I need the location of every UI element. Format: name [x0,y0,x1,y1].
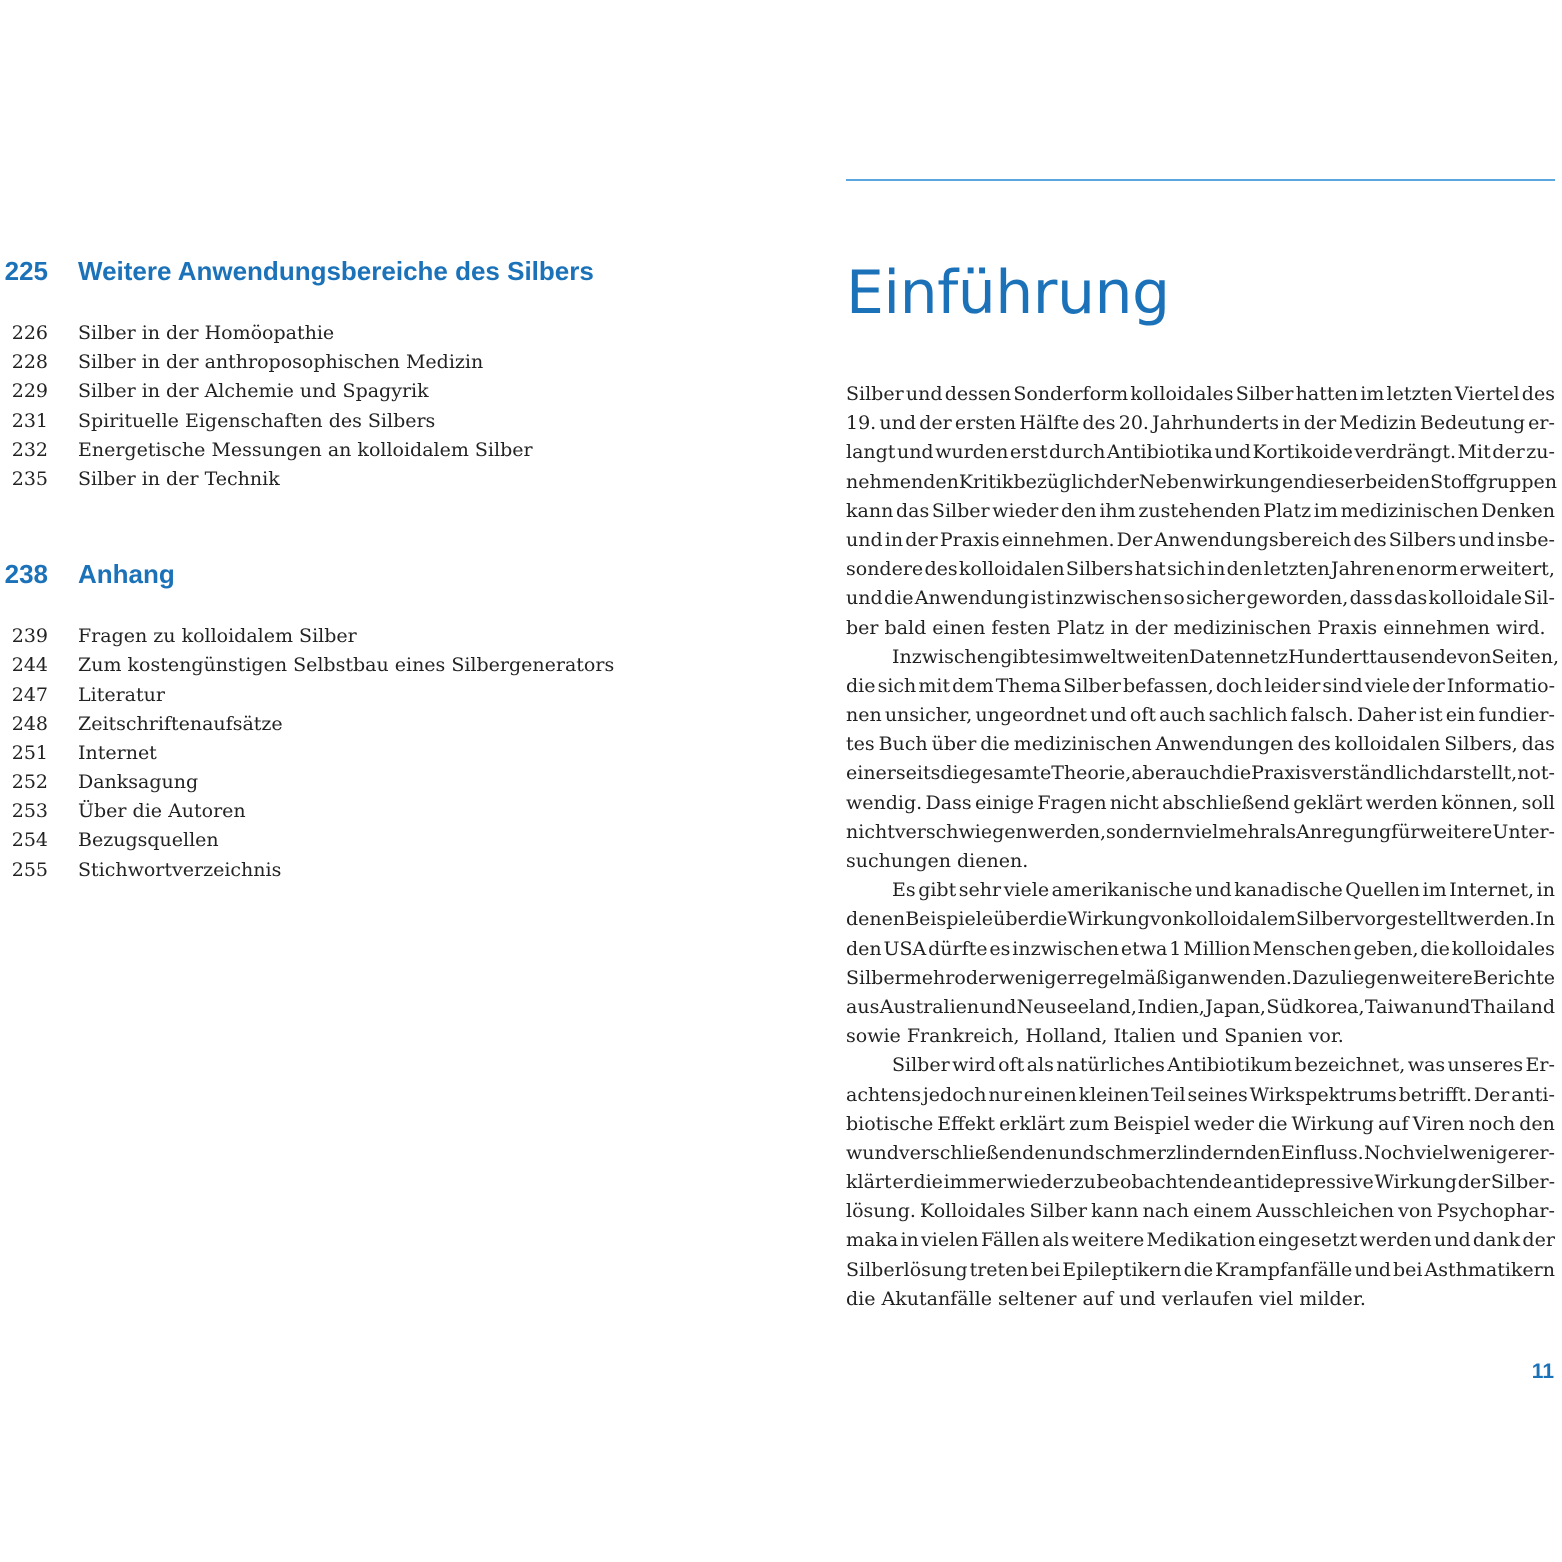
toc-item-title: Silber in der Homöopathie [78,322,335,344]
paragraph-line: biotische Effekt erklärt zum Beispiel weder die Wirkung auf Viren noch den [846,1112,1555,1135]
toc-item-page-number: 226 [11,322,48,344]
toc-item[interactable] [0,800,800,829]
toc-item-title: Bezugsquellen [78,829,219,852]
paragraph-line: Inzwischen gibt es im weltweiten Datennetz Hunderttausende von Seiten, [892,645,1560,668]
paragraph-line: langt und wurden erst durch Antibiotika und Kortikoide verdrängt. Mit der zu- [846,441,1555,464]
toc-item-title: Energetische Messungen an kolloidalem Silber [78,438,533,461]
toc-item[interactable] [0,380,800,409]
paragraph-line: Silber wird oft als natürliches Antibiotikum bezeichnet, was unseres Er- [892,1054,1555,1077]
toc-item[interactable] [0,713,800,742]
toc-section-page-number: 238 [4,559,48,590]
chapter-title: Einführung [846,258,1170,328]
toc-item[interactable] [0,439,800,468]
paragraph-line: die sich mit dem Thema Silber befassen, doch leider sind viele der Informatio- [846,674,1555,697]
toc-item-page-number: 252 [11,771,48,794]
toc-item-title: Silber in der Technik [78,467,280,490]
paragraph-line: lösung. Kolloidales Silber kann nach einem Ausschleichen von Psychophar- [846,1200,1555,1223]
toc-item[interactable] [0,742,800,771]
toc-item-title: Spirituelle Eigenschaften des Silbers [78,409,436,432]
toc-item[interactable] [0,468,800,497]
toc-item[interactable] [0,351,800,380]
toc-item-page-number: 255 [11,858,48,881]
toc-item-page-number: 232 [11,438,48,461]
paragraph-line: nen unsicher, ungeordnet und oft auch sachlich falsch. Daher ist ein fundier- [846,704,1555,727]
toc-item-page-number: 228 [11,351,48,374]
paragraph-line: 19. und der ersten Hälfte des 20. Jahrhunderts in der Medizin Bedeutung er- [846,412,1555,435]
paragraph-line: denen Beispiele über die Wirkung von kolloidalem Silber vorgestellt werden. In [846,908,1555,931]
toc-item-title: Über die Autoren [78,800,246,823]
toc-item-title: Zeitschriftenaufsätze [78,712,283,735]
header-rule [846,179,1555,181]
toc-item-page-number: 244 [11,654,48,677]
page-number: 11 [1531,1360,1554,1383]
table-of-contents [0,256,800,888]
paragraph-line: und in der Praxis einnehmen. Der Anwendungsbereich des Silbers und insbe- [846,528,1555,551]
toc-section [0,256,800,497]
toc-item[interactable] [0,684,800,713]
paragraph-line: Silberlösung treten bei Epileptikern die Krampfanfälle und bei Asthmatikern [846,1258,1555,1281]
paragraph-line: sowie Frankreich, Holland, Italien und Spanien vor. [846,1025,1344,1048]
toc-item-title: Internet [78,741,157,764]
toc-item-list [0,625,800,888]
paragraph-line: Es gibt sehr viele amerikanische und kanadische Quellen im Internet, in [892,879,1555,902]
toc-section-page-number: 225 [4,256,48,286]
paragraph-line: nehmenden Kritik bezüglich der Nebenwirkungen dieser beiden Stoffgruppen [846,470,1557,493]
toc-item[interactable] [0,654,800,683]
toc-item-page-number: 247 [11,683,48,706]
toc-item-page-number: 248 [11,712,48,735]
paragraph-line: sondere des kolloidalen Silbers hat sich in den letzten Jahren enorm erweitert, [846,558,1555,581]
toc-item-page-number: 239 [11,625,48,648]
toc-item-page-number: 231 [11,409,48,432]
paragraph-line: einerseits die gesamte Theorie, aber auch die Praxis verständlich darstellt, not- [846,762,1555,785]
toc-item-title: Stichwortverzeichnis [78,858,282,881]
toc-item[interactable] [0,859,800,888]
paragraph-line: Silber mehr oder weniger regelmäßig anwenden. Dazu liegen weitere Berichte [846,966,1555,989]
toc-item-page-number: 229 [11,380,48,403]
toc-item-title: Literatur [78,683,165,706]
toc-section-heading[interactable] [0,559,800,599]
paragraph-line: die Akutanfälle seltener auf und verlaufen viel milder. [846,1287,1366,1310]
toc-item-page-number: 254 [11,829,48,852]
toc-item-title: Danksagung [78,771,199,794]
paragraph-line: klärt er die immer wieder zu beobachtende antidepressive Wirkung der Silber- [846,1171,1555,1194]
toc-item-title: Zum kostengünstigen Selbstbau eines Silbergenerators [78,654,615,677]
chapter-body [846,380,1560,1314]
toc-item-title: Fragen zu kolloidalem Silber [78,625,357,648]
toc-item-title: Silber in der anthroposophischen Medizin [78,351,484,374]
toc-gap [0,497,800,559]
toc-section [0,559,800,888]
paragraph-line: tes Buch über die medizinischen Anwendungen des kolloidalen Silbers, das [846,733,1555,756]
toc-item[interactable] [0,771,800,800]
toc-item-page-number: 253 [11,800,48,823]
paragraph-line: kann das Silber wieder den ihm zustehenden Platz im medizinischen Denken [846,499,1555,522]
paragraph-line: wendig. Dass einige Fragen nicht abschließend geklärt werden können, soll [846,791,1555,814]
toc-item-page-number: 235 [11,467,48,490]
paragraph-line: maka in vielen Fällen als weitere Medikation eingesetzt werden und dank der [846,1229,1555,1252]
toc-item[interactable] [0,322,800,351]
toc-section-title: Weitere Anwendungsbereiche des Silbers [78,256,594,286]
toc-item[interactable] [0,410,800,439]
toc-item[interactable] [0,829,800,858]
toc-item-title: Silber in der Alchemie und Spagyrik [78,380,429,403]
paragraph-line: wundverschließenden und schmerzlindernden Einfluss. Noch viel weniger er- [846,1141,1555,1164]
paragraph-line: suchungen dienen. [846,850,1029,872]
paragraph-line: und die Anwendung ist inzwischen so sicher geworden, dass das kolloidale Sil- [846,587,1555,610]
paragraph-line: nicht verschwiegen werden, sondern vielmehr als Anregung für weitere Unter- [846,820,1555,843]
paragraph-line: den USA dürfte es inzwischen etwa 1 Million Menschen geben, die kolloidales [846,937,1555,960]
toc-section-title: Anhang [78,559,175,590]
paragraph-line: ber bald einen festen Platz in der medizinischen Praxis einnehmen wird. [846,616,1546,639]
paragraph-line: achtens jedoch nur einen kleinen Teil seines Wirkspektrums betrifft. Der anti- [846,1083,1555,1106]
paragraph-line: aus Australien und Neuseeland, Indien, Japan, Südkorea, Taiwan und Thailand [846,995,1555,1018]
toc-item-page-number: 251 [11,741,48,764]
paragraph-line: Silber und dessen Sonderform kolloidales Silber hatten im letzten Viertel des [846,383,1555,405]
toc-item-list [0,322,800,497]
toc-section-heading[interactable] [0,256,800,296]
toc-item[interactable] [0,625,800,654]
